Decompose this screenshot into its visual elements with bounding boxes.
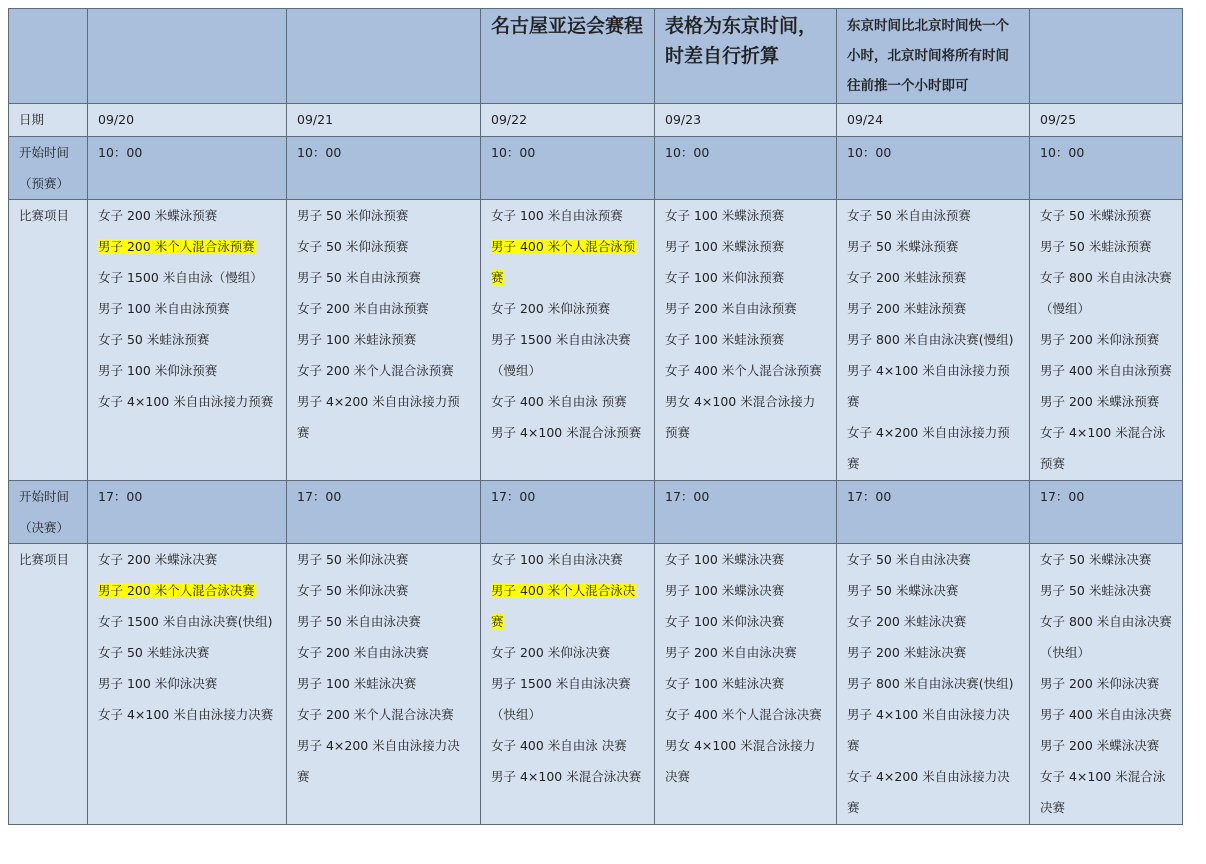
event-item [491, 324, 644, 386]
page-title: 名古屋亚运会赛程 [481, 9, 655, 104]
event-item [1040, 355, 1172, 386]
event-item [665, 293, 826, 324]
date-cell: 09/22 [481, 104, 655, 137]
event-text: 女子 1500 米自由泳（慢组） [98, 270, 263, 285]
event-text: 女子 200 米蝶泳预赛 [98, 208, 218, 223]
event-text: 男子 100 米蝶泳决赛 [665, 583, 785, 598]
time-cell: 17：00 [655, 481, 837, 544]
event-text: 男子 400 米个人混合泳决赛 [491, 583, 636, 629]
event-text: 女子 200 米自由泳决赛 [297, 645, 429, 660]
event-list [837, 544, 1030, 825]
event-text: 男子 1500 米自由泳决赛（慢组） [491, 332, 631, 378]
event-text: 女子 100 米自由泳预赛 [491, 208, 623, 223]
event-text: 男子 800 米自由泳决赛(快组) [847, 676, 1014, 691]
timezone-note: 东京时间比北京时间快一个小时，北京时间将所有时间往前推一个小时即可 [837, 9, 1030, 104]
events-label: 比赛项目 [9, 200, 88, 481]
event-text: 女子 1500 米自由泳决赛(快组) [98, 614, 273, 629]
final-events-row [9, 544, 1183, 825]
event-item [98, 231, 276, 262]
final-time-row [9, 481, 1183, 544]
event-item [847, 668, 1019, 699]
time-cell: 17：00 [88, 481, 287, 544]
time-cell: 17：00 [287, 481, 481, 544]
event-item [297, 575, 470, 606]
event-item [491, 637, 644, 668]
prelim-events-row [9, 200, 1183, 481]
event-item [297, 606, 470, 637]
event-text: 女子 200 米蛙泳预赛 [847, 270, 967, 285]
event-item [491, 544, 644, 575]
event-item [847, 355, 1019, 417]
event-item [847, 761, 1019, 823]
event-text: 男子 100 米仰泳预赛 [98, 363, 218, 378]
event-text: 男子 200 米个人混合泳决赛 [98, 583, 255, 598]
event-text: 男子 200 米蛙泳预赛 [847, 301, 967, 316]
event-item [665, 231, 826, 262]
event-item [665, 324, 826, 355]
events-label: 比赛项目 [9, 544, 88, 825]
event-item [1040, 324, 1172, 355]
event-text: 男子 100 米自由泳预赛 [98, 301, 230, 316]
date-cell: 09/20 [88, 104, 287, 137]
event-item [297, 324, 470, 355]
event-text: 女子 100 米蝶泳决赛 [665, 552, 785, 567]
event-text: 男子 4×200 米自由泳接力决赛 [297, 738, 460, 784]
event-item [665, 668, 826, 699]
page-subtitle: 表格为东京时间，时差自行折算 [655, 9, 837, 104]
event-item [847, 293, 1019, 324]
date-cell: 09/21 [287, 104, 481, 137]
event-item [98, 355, 276, 386]
event-text: 男子 200 米仰泳预赛 [1040, 332, 1160, 347]
event-text: 男子 50 米仰泳决赛 [297, 552, 409, 567]
event-text: 男子 100 米仰泳决赛 [98, 676, 218, 691]
event-item [297, 355, 470, 386]
event-text: 女子 200 米仰泳预赛 [491, 301, 611, 316]
event-text: 女子 200 米个人混合泳决赛 [297, 707, 454, 722]
event-item [847, 417, 1019, 479]
event-text: 女子 200 米个人混合泳预赛 [297, 363, 454, 378]
event-item [665, 575, 826, 606]
event-item [1040, 730, 1172, 761]
event-text: 女子 50 米蝶泳决赛 [1040, 552, 1152, 567]
final-time-label: 开始时间（决赛） [9, 481, 88, 544]
event-text: 女子 50 米自由泳决赛 [847, 552, 971, 567]
event-item [1040, 761, 1172, 823]
event-item [847, 699, 1019, 761]
event-list [287, 544, 481, 825]
event-item [665, 699, 826, 730]
event-text: 男子 50 米仰泳预赛 [297, 208, 409, 223]
event-item [1040, 606, 1172, 668]
event-item [847, 637, 1019, 668]
event-item [98, 324, 276, 355]
event-text: 男子 4×100 米混合泳预赛 [491, 425, 642, 440]
event-text: 女子 200 米仰泳决赛 [491, 645, 611, 660]
event-item [1040, 262, 1172, 324]
event-item [98, 262, 276, 293]
event-text: 女子 400 米自由泳 预赛 [491, 394, 627, 409]
event-text: 女子 4×100 米自由泳接力预赛 [98, 394, 274, 409]
event-text: 女子 100 米蝶泳预赛 [665, 208, 785, 223]
event-text: 女子 50 米仰泳预赛 [297, 239, 409, 254]
event-text: 男子 50 米自由泳决赛 [297, 614, 421, 629]
event-item [847, 544, 1019, 575]
time-cell: 17：00 [481, 481, 655, 544]
event-item [297, 386, 470, 448]
event-text: 男子 800 米自由泳决赛(慢组) [847, 332, 1014, 347]
event-text: 女子 50 米蝶泳预赛 [1040, 208, 1152, 223]
event-item [847, 200, 1019, 231]
event-text: 男子 400 米自由泳决赛 [1040, 707, 1172, 722]
time-cell: 10：00 [481, 137, 655, 200]
event-text: 女子 50 米仰泳决赛 [297, 583, 409, 598]
event-list [1030, 200, 1183, 481]
event-text: 女子 200 米蝶泳决赛 [98, 552, 218, 567]
time-cell: 10：00 [655, 137, 837, 200]
date-label: 日期 [9, 104, 88, 137]
event-list [655, 544, 837, 825]
event-text: 女子 4×100 米混合泳决赛 [1040, 769, 1166, 815]
event-text: 男子 4×200 米自由泳接力预赛 [297, 394, 460, 440]
title-row [9, 9, 1183, 104]
event-item [665, 200, 826, 231]
event-text: 女子 4×200 米自由泳接力预赛 [847, 425, 1010, 471]
time-cell: 17：00 [1030, 481, 1183, 544]
event-text: 男子 100 米蛙泳预赛 [297, 332, 417, 347]
event-item [98, 575, 276, 606]
event-item [1040, 386, 1172, 417]
prelim-time-label: 开始时间（预赛） [9, 137, 88, 200]
event-item [1040, 231, 1172, 262]
event-item [491, 200, 644, 231]
event-text: 男子 200 米蛙泳决赛 [847, 645, 967, 660]
event-list [837, 200, 1030, 481]
time-cell: 10：00 [88, 137, 287, 200]
blank-cell [9, 9, 88, 104]
event-item [665, 355, 826, 386]
event-text: 女子 400 米自由泳 决赛 [491, 738, 627, 753]
event-text: 男子 50 米蝶泳决赛 [847, 583, 959, 598]
event-item [665, 262, 826, 293]
event-item [847, 231, 1019, 262]
event-text: 男子 50 米自由泳预赛 [297, 270, 421, 285]
event-item [297, 200, 470, 231]
blank-cell [88, 9, 287, 104]
event-text: 男子 100 米蝶泳预赛 [665, 239, 785, 254]
event-item [491, 668, 644, 730]
event-item [1040, 417, 1172, 479]
schedule-table [8, 8, 1183, 825]
event-text: 男子 200 米仰泳决赛 [1040, 676, 1160, 691]
event-item [297, 293, 470, 324]
prelim-time-row [9, 137, 1183, 200]
event-item [491, 761, 644, 792]
event-text: 女子 200 米自由泳预赛 [297, 301, 429, 316]
event-text: 男子 4×100 米自由泳接力决赛 [847, 707, 1010, 753]
date-cell: 09/24 [837, 104, 1030, 137]
event-item [297, 231, 470, 262]
event-item [491, 575, 644, 637]
event-text: 女子 100 米自由泳决赛 [491, 552, 623, 567]
event-text: 男子 200 米蝶泳预赛 [1040, 394, 1160, 409]
event-text: 女子 100 米仰泳预赛 [665, 270, 785, 285]
event-text: 女子 50 米蛙泳决赛 [98, 645, 210, 660]
date-row [9, 104, 1183, 137]
event-text: 男子 400 米个人混合泳预赛 [491, 239, 636, 285]
event-item [297, 730, 470, 792]
event-item [491, 386, 644, 417]
event-item [98, 293, 276, 324]
event-item [665, 606, 826, 637]
event-text: 男子 200 米蝶泳决赛 [1040, 738, 1160, 753]
event-item [297, 637, 470, 668]
event-item [665, 637, 826, 668]
event-item [847, 262, 1019, 293]
event-list [481, 200, 655, 481]
event-item [847, 606, 1019, 637]
event-text: 女子 4×200 米自由泳接力决赛 [847, 769, 1010, 815]
event-item [297, 699, 470, 730]
event-list [1030, 544, 1183, 825]
event-item [98, 606, 276, 637]
event-text: 女子 400 米个人混合泳预赛 [665, 363, 822, 378]
time-cell: 10：00 [837, 137, 1030, 200]
event-text: 男子 50 米蛙泳预赛 [1040, 239, 1152, 254]
event-text: 女子 800 米自由泳决赛（快组） [1040, 614, 1172, 660]
event-text: 男子 100 米蛙泳决赛 [297, 676, 417, 691]
time-cell: 10：00 [287, 137, 481, 200]
event-item [847, 324, 1019, 355]
event-text: 男子 200 米个人混合泳预赛 [98, 239, 255, 254]
event-text: 女子 200 米蛙泳决赛 [847, 614, 967, 629]
event-list [481, 544, 655, 825]
event-item [297, 544, 470, 575]
event-text: 男子 50 米蛙泳决赛 [1040, 583, 1152, 598]
event-item [1040, 699, 1172, 730]
event-list [655, 200, 837, 481]
date-cell: 09/25 [1030, 104, 1183, 137]
event-text: 男女 4×100 米混合泳接力预赛 [665, 394, 816, 440]
event-item [98, 668, 276, 699]
event-item [98, 200, 276, 231]
event-text: 女子 50 米蛙泳预赛 [98, 332, 210, 347]
blank-cell [1030, 9, 1183, 104]
event-item [491, 417, 644, 448]
event-item [1040, 575, 1172, 606]
event-item [98, 386, 276, 417]
event-text: 男子 50 米蝶泳预赛 [847, 239, 959, 254]
event-item [491, 293, 644, 324]
event-text: 男子 200 米自由泳决赛 [665, 645, 797, 660]
event-item [1040, 200, 1172, 231]
event-item [491, 730, 644, 761]
event-text: 女子 100 米蛙泳决赛 [665, 676, 785, 691]
event-item [297, 668, 470, 699]
time-cell: 17：00 [837, 481, 1030, 544]
event-item [98, 699, 276, 730]
event-item [1040, 544, 1172, 575]
event-item [98, 637, 276, 668]
event-text: 男子 400 米自由泳预赛 [1040, 363, 1172, 378]
event-item [1040, 668, 1172, 699]
event-item [665, 386, 826, 448]
event-text: 男子 4×100 米混合泳决赛 [491, 769, 642, 784]
event-item [491, 231, 644, 293]
event-item [665, 544, 826, 575]
event-text: 女子 100 米仰泳决赛 [665, 614, 785, 629]
time-cell: 10：00 [1030, 137, 1183, 200]
blank-cell [287, 9, 481, 104]
event-text: 女子 4×100 米自由泳接力决赛 [98, 707, 274, 722]
event-text: 女子 400 米个人混合泳决赛 [665, 707, 822, 722]
event-text: 女子 4×100 米混合泳预赛 [1040, 425, 1166, 471]
event-list [88, 200, 287, 481]
event-text: 男子 4×100 米自由泳接力预赛 [847, 363, 1010, 409]
event-text: 女子 50 米自由泳预赛 [847, 208, 971, 223]
event-text: 男子 1500 米自由泳决赛（快组） [491, 676, 631, 722]
event-item [847, 575, 1019, 606]
event-text: 男女 4×100 米混合泳接力决赛 [665, 738, 816, 784]
date-cell: 09/23 [655, 104, 837, 137]
event-item [98, 544, 276, 575]
event-text: 女子 100 米蛙泳预赛 [665, 332, 785, 347]
event-item [297, 262, 470, 293]
event-list [287, 200, 481, 481]
event-text: 女子 800 米自由泳决赛（慢组） [1040, 270, 1172, 316]
event-list [88, 544, 287, 825]
event-text: 男子 200 米自由泳预赛 [665, 301, 797, 316]
event-item [665, 730, 826, 792]
